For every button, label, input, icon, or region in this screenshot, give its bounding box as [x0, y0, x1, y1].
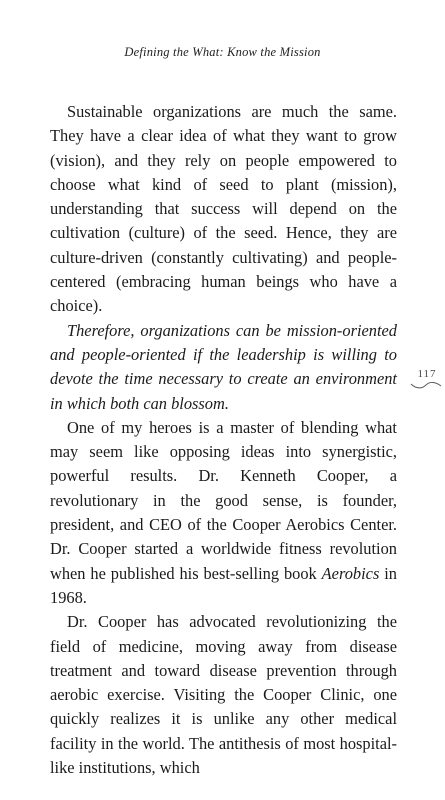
- page-number: 117: [417, 368, 437, 380]
- paragraph-2-emphasis: Therefore, organizations can be mission-oriented and people-oriented if the leadership is willing to devote the time necessary to create an environment in which both can blossom.: [50, 320, 397, 413]
- page-number-flourish-icon: [410, 380, 442, 390]
- paragraph-3: [50, 416, 397, 610]
- running-head: Defining the What: Know the Mission: [124, 45, 321, 59]
- book-title: Aerobics: [321, 563, 380, 583]
- paragraph-4: Dr. Cooper has advocated revolutionizing the field of medicine, moving away from disease treatment and toward disease prevention through aerobic exercise. Visiting the Cooper Clinic, one quickly realizes it is unlike any other medical facility in the world. The antithesis of most hospital-like institutions, which: [50, 612, 397, 778]
- paragraph-1: Sustainable organizations are much the same. They have a clear idea of what they want to grow (vision), and they rely on people empowered to choose what kind of seed to plant (mission), understanding that success will depend on the cultivation (culture) of the seed. Hence, they are culture-driven (constantly cultivating) and people-centered (embracing human beings who have a choice).: [50, 102, 397, 316]
- body-text: [50, 100, 397, 780]
- paragraph-3-text: One of my heroes is a master of blending what may seem like opposing ideas into synergistic, powerful results. Dr. Kenneth Cooper, a revolutionary in the good sense, is founder, president, and CEO of the Cooper Aerobics Center. Dr. Cooper started a worldwide fitness revolution when he published his best-selling book: [50, 417, 397, 583]
- paragraph-3-end: in 1968.: [50, 563, 397, 607]
